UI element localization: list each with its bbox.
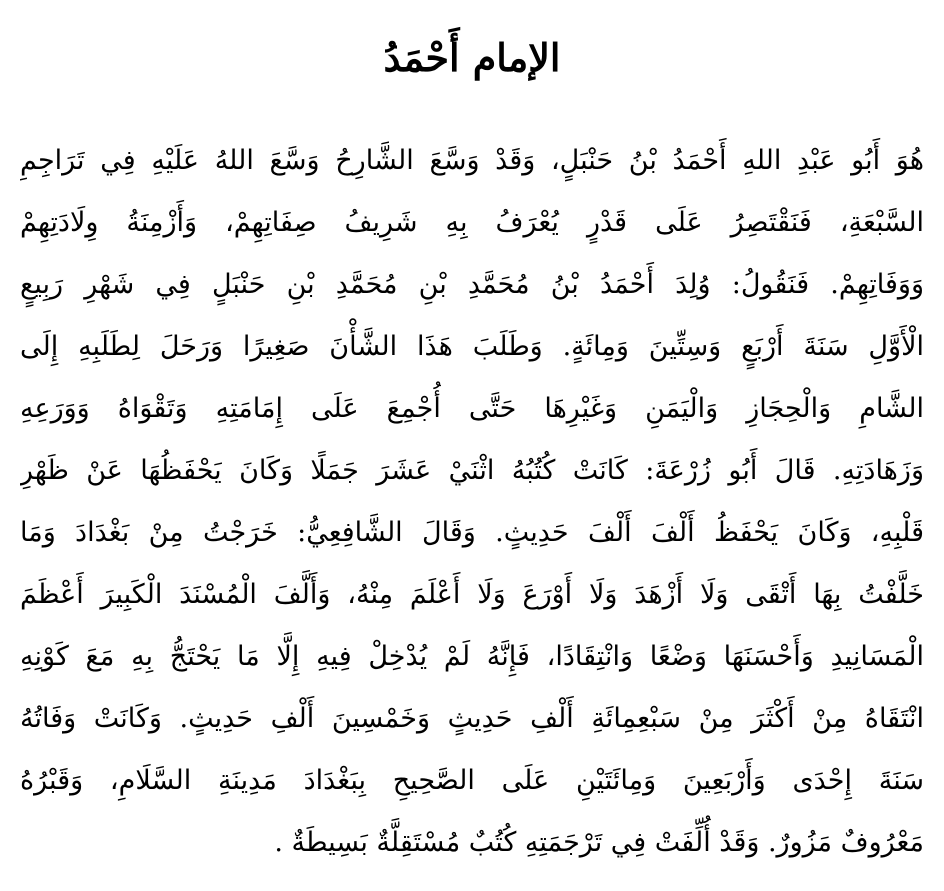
paragraph-line-1: هُوَ أَبُو عَبْدِ اللهِ أَحْمَدُ بْنُ حَنْبَلٍ، وَقَدْ وَسَّعَ الشَّارِحُ وَسَّعَ اللهُ عَلَيْهِ فِي تَرَاجِمِ	[20, 145, 924, 176]
paragraph-line-8: خَلَّفْتُ بِهَا أَتْقَى وَلَا أَزْهَدَ وَلَا أَوْرَعَ وَلَا أَعْلَمَ مِنْهُ، وَأَلَّفَ الْمُسْنَدَ الْكَبِيرَ أَعْظَمَ	[20, 579, 924, 610]
paragraph-line-10: انْتَقَاهُ مِنْ أَكْثَرَ مِنْ سَبْعِمِائَةِ أَلْفِ حَدِيثٍ وَخَمْسِينَ أَلْفِ حَدِيثٍ. وَكَانَتْ وَفَاتُهُ	[20, 703, 924, 734]
paragraph-line-11: سَنَةَ إِحْدَى وَأَرْبَعِينَ وَمِائَتَيْنِ عَلَى الصَّحِيحِ بِبَغْدَادَ مَدِينَةِ السَّلَامِ، وَقَبْرُهُ	[20, 765, 924, 796]
paragraph-line-2: السَّبْعَةِ، فَنَقْتَصِرُ عَلَى قَدْرٍ يُعْرَفُ بِهِ شَرِيفُ صِفَاتِهِمْ، وَأَزْمِنَةُ وِلَادَتِهِمْ	[20, 207, 924, 238]
paragraph-line-12: مَعْرُوفٌ مَزُورٌ. وَقَدْ أُلِّفَتْ فِي تَرْجَمَتِهِ كُتُبٌ مُسْتَقِلَّةٌ بَسِيطَةٌ .	[274, 827, 924, 858]
biography-paragraph	[20, 130, 924, 874]
paragraph-line-3: وَوَفَاتِهِمْ. فَنَقُولُ: وُلِدَ أَحْمَدُ بْنُ مُحَمَّدِ بْنِ مُحَمَّدِ بْنِ حَنْبَلٍ فِي شَهْرِ رَبِيعٍ	[20, 269, 924, 300]
paragraph-line-9: الْمَسَانِيدِ وَأَحْسَنَهَا وَضْعًا وَانْتِقَادًا، فَإِنَّهُ لَمْ يُدْخِلْ فِيهِ إِلَّا مَا يَحْتَجُّ بِهِ مَعَ كَوْنِهِ	[20, 641, 924, 672]
paragraph-line-4: الْأَوَّلِ سَنَةَ أَرْبَعٍ وَسِتِّينَ وَمِائَةٍ. وَطَلَبَ هَذَا الشَّأْنَ صَغِيرًا وَرَحَلَ لِطَلَبِهِ إِلَى	[20, 331, 924, 362]
paragraph-line-7: قَلْبِهِ، وَكَانَ يَحْفَظُ أَلْفَ أَلْفَ حَدِيثٍ. وَقَالَ الشَّافِعِيُّ: خَرَجْتُ مِنْ بَغْدَادَ وَمَا	[20, 517, 924, 548]
paragraph-line-5: الشَّامِ وَالْحِجَازِ وَالْيَمَنِ وَغَيْرِهَا حَتَّى أُجْمِعَ عَلَى إِمَامَتِهِ وَتَقْوَاهُ وَوَرَعِهِ	[20, 393, 924, 424]
page-title: الإمام أَحْمَدُ	[383, 35, 561, 80]
paragraph-line-6: وَزَهَادَتِهِ. قَالَ أَبُو زُرْعَةَ: كَانَتْ كُتُبُهُ اثْنَيْ عَشَرَ جَمَلًا وَكَانَ يَحْفَظُهَا عَنْ ظَهْرِ	[20, 455, 924, 486]
